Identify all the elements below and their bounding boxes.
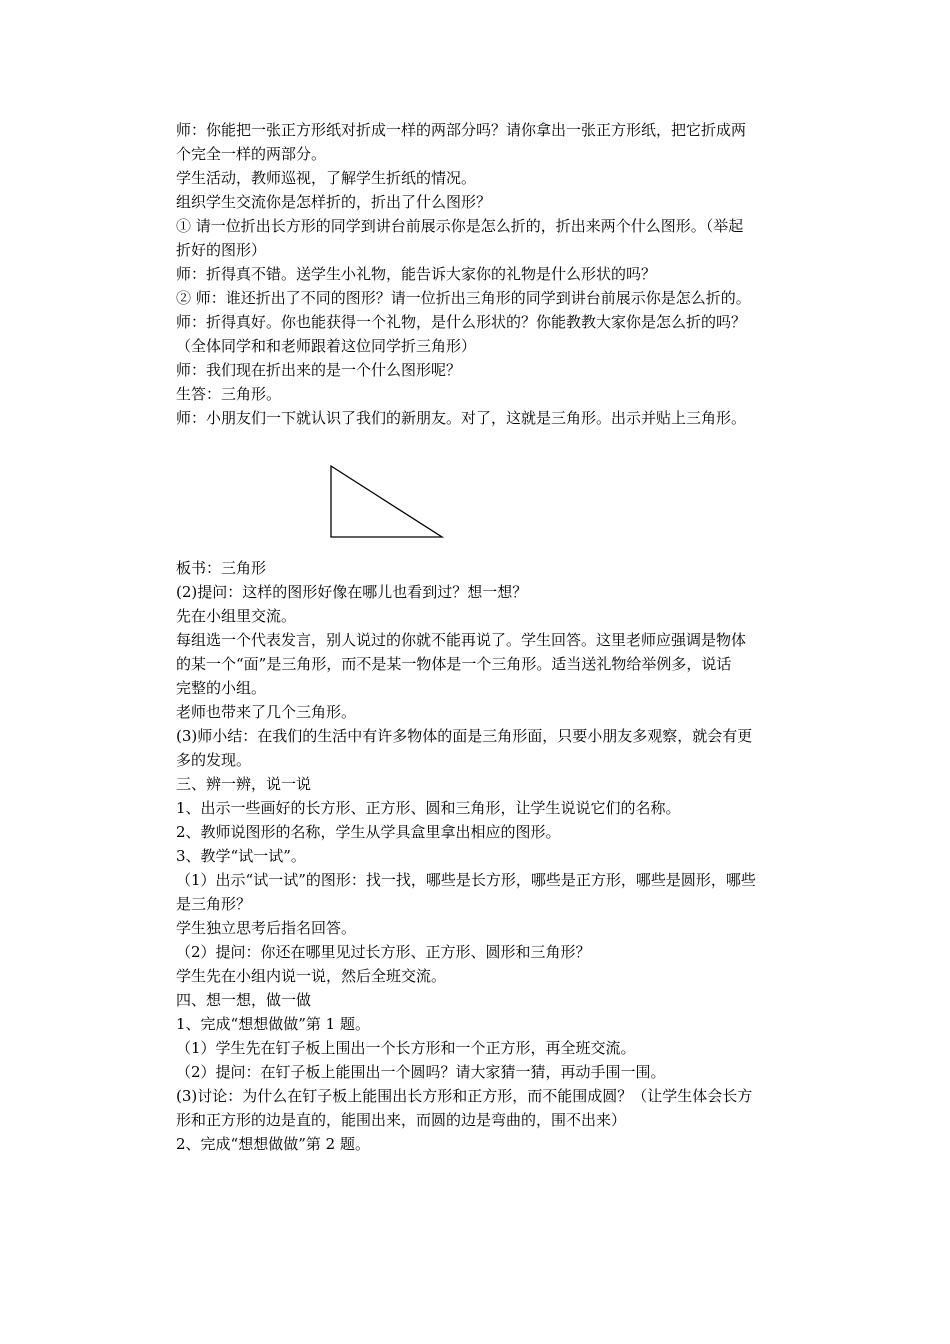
text-line: 多的发现。 xyxy=(176,751,252,769)
text-line: 是三角形？ xyxy=(176,895,252,913)
text-line: 先在小组里交流。 xyxy=(176,607,297,625)
text-line: 师：你能把一张正方形纸对折成一样的两部分吗？请你拿出一张正方形纸，把它折成两 xyxy=(176,121,747,139)
text-line: 学生独立思考后指名回答。 xyxy=(176,919,357,937)
text-line: （2）提问：你还在哪里见过长方形、正方形、圆形和三角形？ xyxy=(176,943,591,961)
text-line: 2、完成“想想做做”第 2 题。 xyxy=(176,1135,370,1153)
text-line: 的某一个“面”是三角形，而不是某一物体是一个三角形。适当送礼物给举例多，说话 xyxy=(176,655,732,673)
text-line: 每组选一个代表发言，别人说过的你就不能再说了。学生回答。这里老师应强调是物体 xyxy=(176,631,747,649)
text-line: 板书：三角形 xyxy=(176,559,267,577)
text-line: 3、教学“试一试”。 xyxy=(176,847,306,865)
triangle-figure xyxy=(176,430,812,556)
text-line: 完整的小组。 xyxy=(176,679,267,697)
text-line: （1）出示“试一试”的图形：找一找，哪些是长方形，哪些是正方形，哪些是圆形，哪些 xyxy=(176,871,756,889)
text-line: 个完全一样的两部分。 xyxy=(176,145,327,163)
text-line: ② 师：谁还折出了不同的图形？请一位折出三角形的同学到讲台前展示你是怎么折的。 xyxy=(176,289,751,307)
text-line: (3)讨论：为什么在钉子板上能围出长方形和正方形，而不能围成圆？（让学生体会长方 xyxy=(176,1087,753,1105)
section-heading: 三、辨一辨，说一说 xyxy=(176,775,312,793)
text-line: 生答：三角形。 xyxy=(176,385,282,403)
right-triangle-icon xyxy=(329,464,445,540)
text-line: 师：小朋友们一下就认识了我们的新朋友。对了，这就是三角形。出示并贴上三角形。 xyxy=(176,409,747,427)
text-line: 学生活动，教师巡视，了解学生折纸的情况。 xyxy=(176,169,477,187)
text-line: 1、完成“想想做做”第 1 题。 xyxy=(176,1015,370,1033)
text-line: 2、教师说图形的名称，学生从学具盒里拿出相应的图形。 xyxy=(176,823,561,841)
text-line: （全体同学和和老师跟着这位同学折三角形） xyxy=(176,337,477,355)
text-line: （2）提问：在钉子板上能围出一个圆吗？请大家猜一猜，再动手围一围。 xyxy=(176,1063,666,1081)
text-line: 师：折得真好。你也能获得一个礼物，是什么形状的？你能教教大家你是怎么折的吗？ xyxy=(176,313,747,331)
text-line: 形和正方形的边是直的，能围出来，而圆的边是弯曲的，围不出来） xyxy=(176,1111,627,1129)
text-line: (2)提问：这样的图形好像在哪儿也看到过？想一想？ xyxy=(176,583,528,601)
text-line: 学生先在小组内说一说，然后全班交流。 xyxy=(176,967,447,985)
text-line: 师：我们现在折出来的是一个什么图形呢？ xyxy=(176,361,462,379)
text-line: 老师也带来了几个三角形。 xyxy=(176,703,357,721)
text-line: 1、出示一些画好的长方形、正方形、圆和三角形，让学生说说它们的名称。 xyxy=(176,799,681,817)
document-page xyxy=(176,118,812,1156)
text-line: （1）学生先在钉子板上围出一个长方形和一个正方形，再全班交流。 xyxy=(176,1039,636,1057)
text-line: ① 请一位折出长方形的同学到讲台前展示你是怎么折的，折出来两个什么图形。（举起 xyxy=(176,217,744,235)
section-heading: 四、想一想，做一做 xyxy=(176,991,312,1009)
text-line: 组织学生交流你是怎样折的，折出了什么图形？ xyxy=(176,193,492,211)
text-line: 师：折得真不错。送学生小礼物，能告诉大家你的礼物是什么形状的吗？ xyxy=(176,265,657,283)
text-line: (3)师小结：在我们的生活中有许多物体的面是三角形面，只要小朋友多观察，就会有更 xyxy=(176,727,753,745)
text-line: 折好的图形） xyxy=(176,241,267,259)
